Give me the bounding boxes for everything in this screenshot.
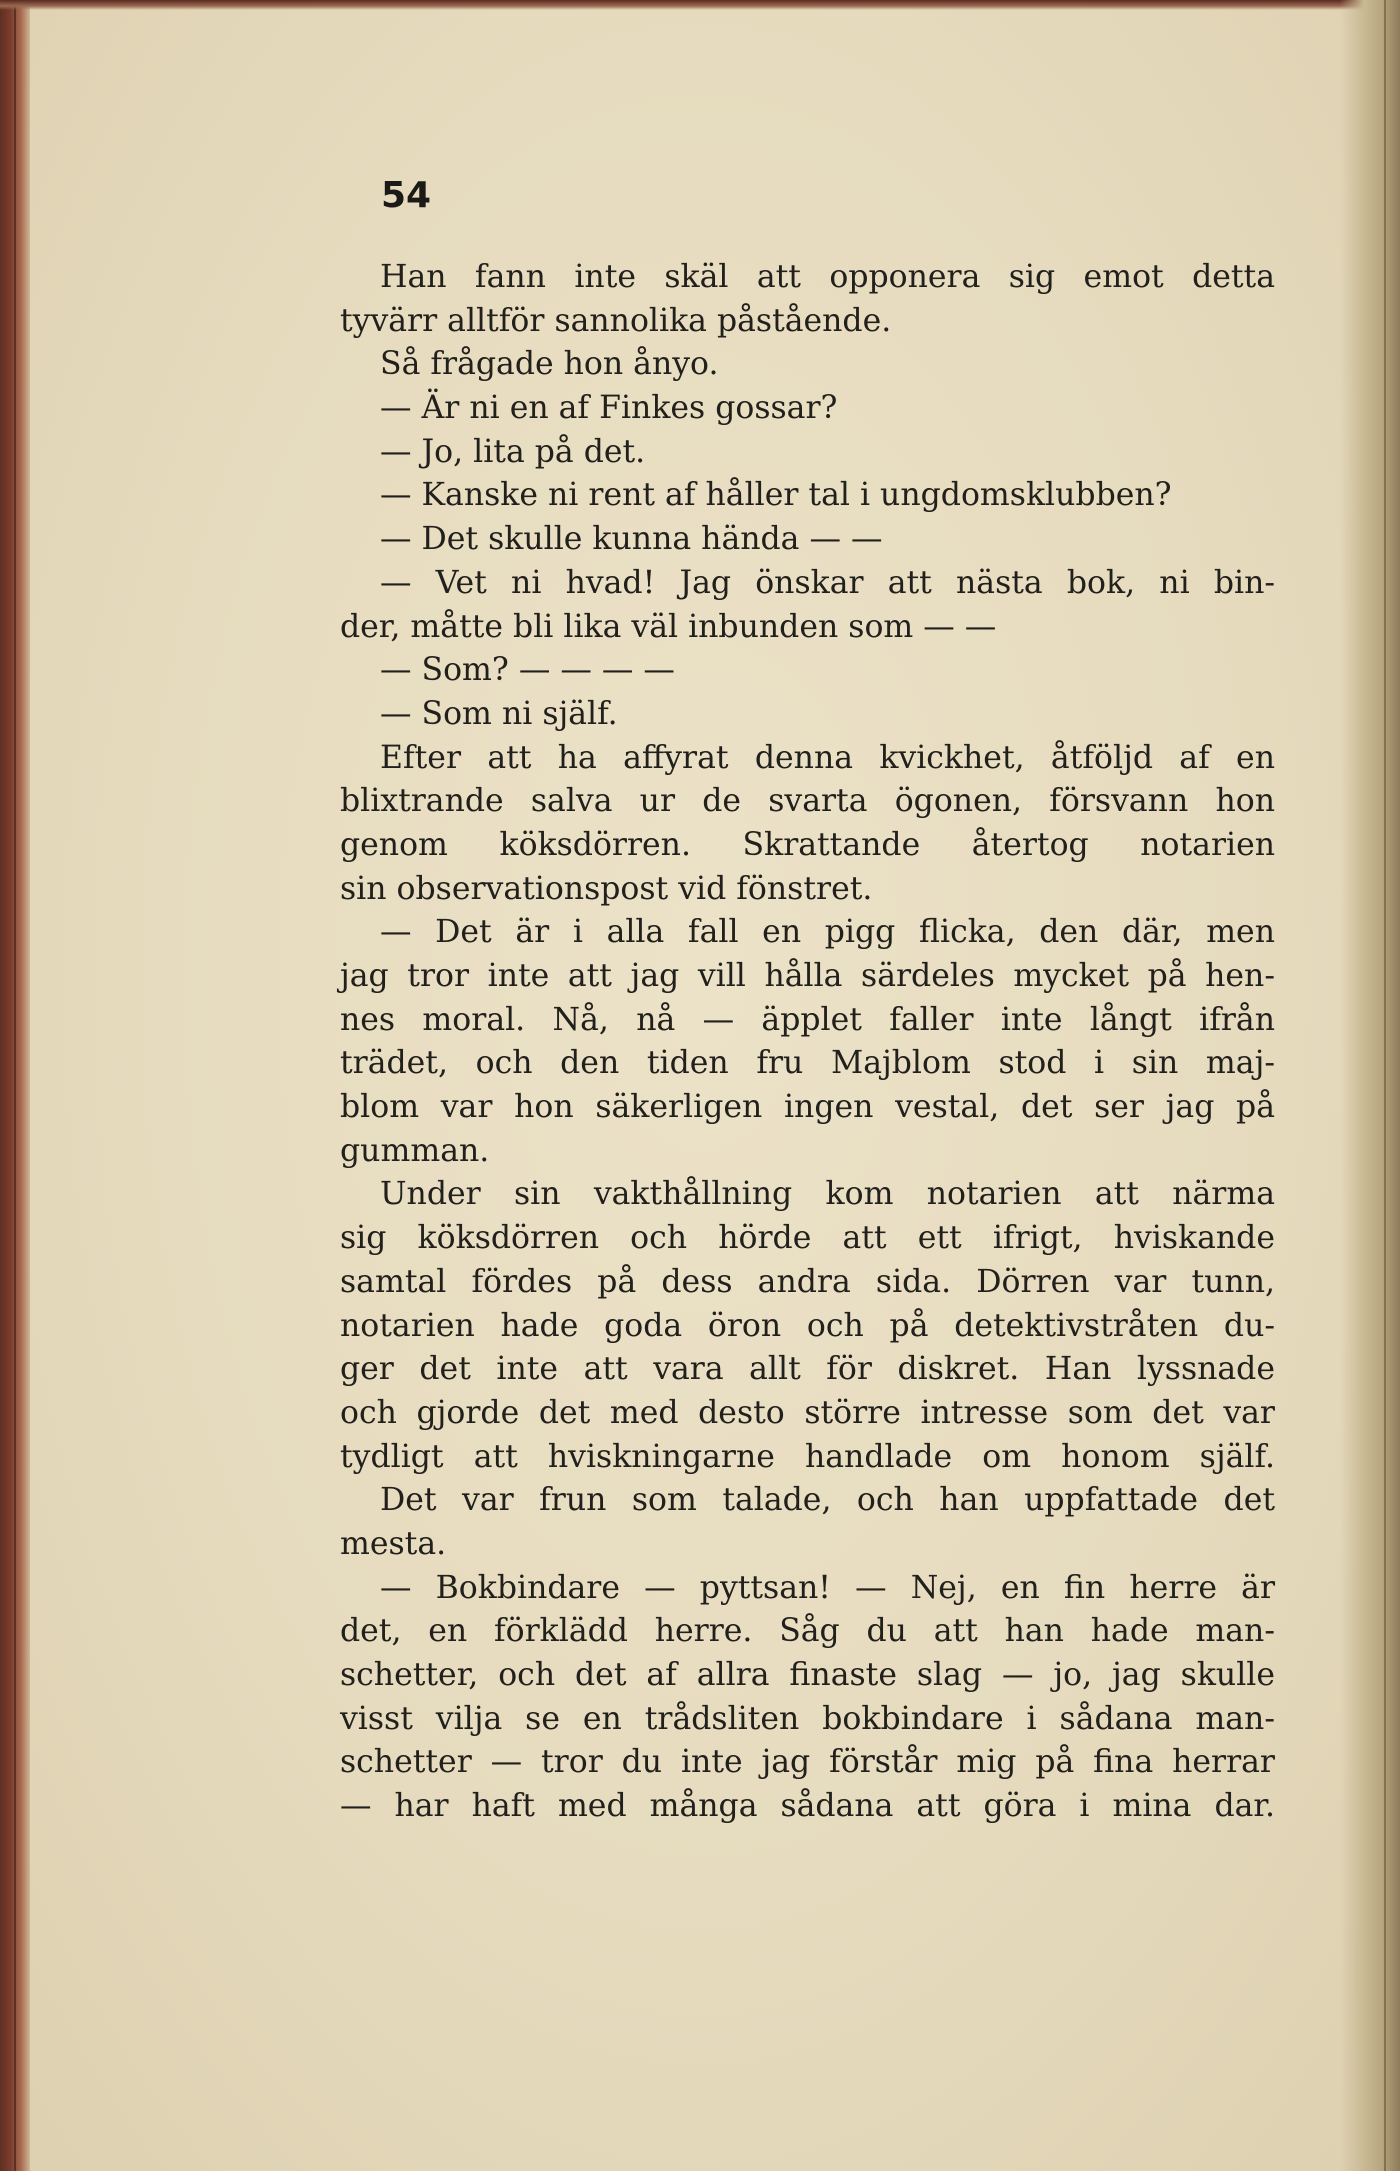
text-line: Han fann inte skäl att opponera sig emot detta: [380, 259, 1275, 295]
text-line: tyvärr alltför sannolika påstående.: [340, 302, 892, 339]
text-line: — Det är i alla fall en pigg flicka, den där, men: [380, 914, 1275, 951]
text-line: — Jo, lita på det.: [380, 433, 646, 470]
text-line: genom köksdörren. Skrattande återtog notarien: [340, 826, 1275, 863]
text-line: — Som ni själf.: [380, 695, 618, 732]
spine-shadow-line: [14, 0, 16, 2171]
text-line: — Kanske ni rent af håller tal i ungdomsklubben?: [380, 477, 1172, 514]
text-line: — Som? — — — —: [380, 652, 675, 689]
text-line: det, en förklädd herre. Såg du att han hade man-: [340, 1613, 1275, 1650]
text-line: gumman.: [340, 1132, 490, 1169]
text-line: Efter att ha affyrat denna kvickhet, åtföljd af en: [380, 739, 1275, 776]
text-line: trädet, och den tiden fru Majblom stod i sin maj-: [340, 1045, 1275, 1082]
book-top-edge: [0, 0, 1400, 10]
text-line: tydligt att hviskningarne handlade om honom själf.: [340, 1438, 1275, 1475]
text-line: Så frågade hon ånyo.: [380, 346, 719, 383]
text-line: jag tror inte att jag vill hålla särdeles mycket på hen-: [340, 958, 1275, 994]
text-line: — Vet ni hvad! Jag önskar att nästa bok, ni bin-: [380, 564, 1275, 601]
text-line: — Det skulle kunna hända — —: [380, 521, 883, 558]
text-line: blom var hon säkerligen ingen vestal, det ser jag på: [340, 1089, 1275, 1126]
text-line: — Bokbindare — pyttsan! — Nej, en fin herre är: [380, 1569, 1275, 1606]
text-line: schetter — tror du inte jag förstår mig på fina herrar: [340, 1744, 1275, 1781]
text-line: blixtrande salva ur de svarta ögonen, försvann hon: [340, 783, 1275, 820]
text-line: Under sin vakthållning kom notarien att närma: [380, 1176, 1275, 1213]
text-line: visst vilja se en trådsliten bokbindare i sådana man-: [340, 1700, 1275, 1737]
text-line: mesta.: [340, 1525, 447, 1562]
text-line: sin observationspost vid fönstret.: [340, 870, 873, 907]
text-line: notarien hade goda öron och på detektivstråten du-: [340, 1307, 1275, 1344]
text-line: nes moral. Nå, nå — äpplet faller inte långt ifrån: [340, 1001, 1275, 1038]
text-line: ger det inte att vara allt för diskret. Han lyssnade: [340, 1351, 1275, 1388]
text-line: — Är ni en af Finkes gossar?: [380, 390, 838, 427]
text-line: der, måtte bli lika väl inbunden som — —: [340, 608, 997, 645]
fore-edge-line: [1384, 0, 1386, 2171]
text-line: — har haft med många sådana att göra i mina dar.: [340, 1788, 1275, 1825]
body-text: [340, 256, 1275, 1829]
text-line: sig köksdörren och hörde att ett ifrigt, hviskande: [340, 1220, 1275, 1257]
text-line: Det var frun som talade, och han uppfattade det: [380, 1482, 1275, 1519]
page-fore-edge: [1340, 0, 1400, 2171]
page-number: 54: [381, 175, 432, 216]
text-line: schetter, och det af allra finaste slag — jo, jag skulle: [340, 1657, 1275, 1693]
text-line: och gjorde det med desto större intresse som det var: [340, 1394, 1275, 1431]
text-line: samtal fördes på dess andra sida. Dörren var tunn,: [340, 1263, 1275, 1300]
